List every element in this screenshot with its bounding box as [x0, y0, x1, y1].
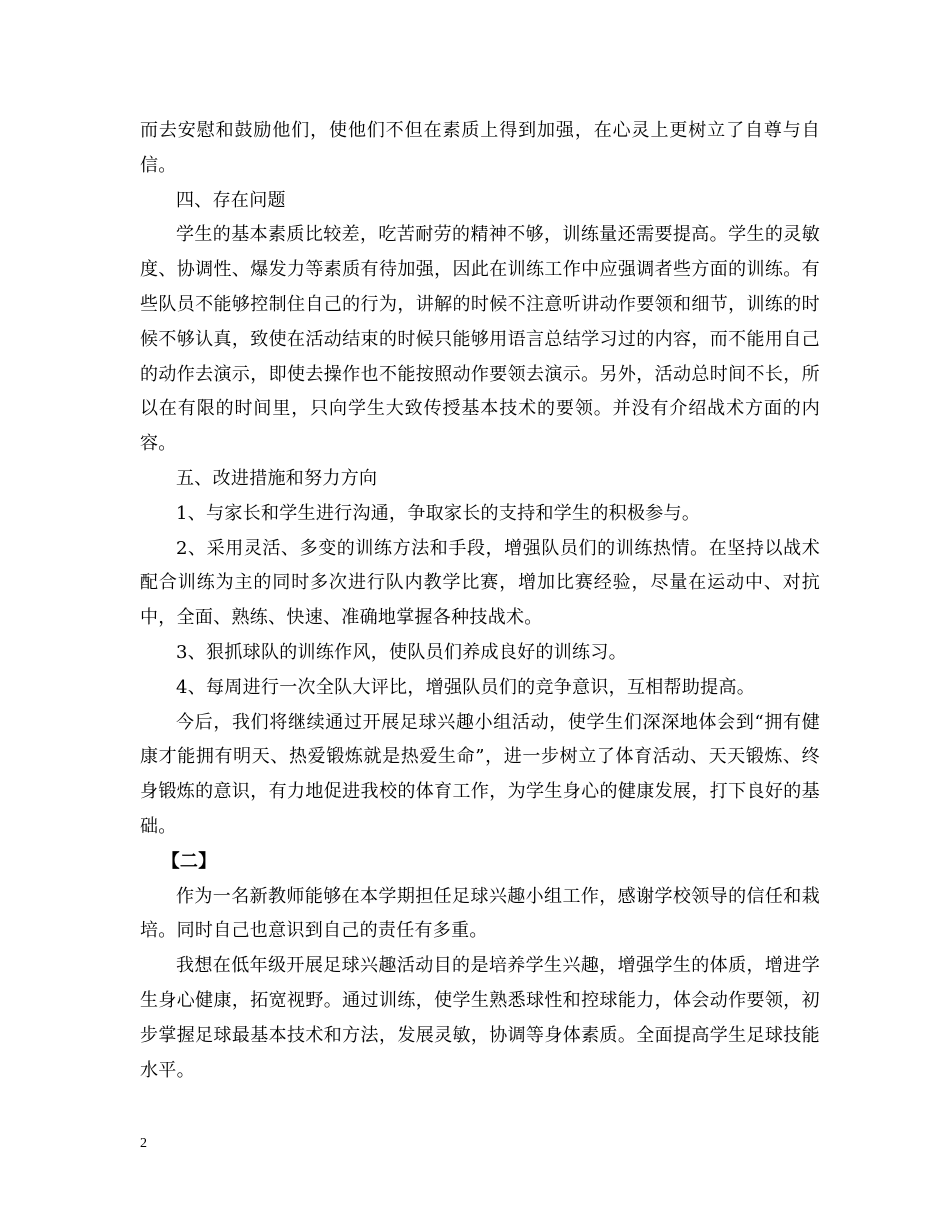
heading-problems: 四、存在问题: [176, 189, 286, 211]
list-item-3: 3、狠抓球队的训练作风，使队员们养成良好的训练习。: [176, 641, 627, 663]
paragraph-goals: 我想在低年级开展足球兴趣活动目的是培养学生兴趣，增强学生的体质，增进学生身心健康，拓宽视野。通过训练，使学生熟悉球性和控球能力，体会动作要领，初步掌握足球最基本技术和方法，发展灵敏，协调等身体素质。全面提高学生足球技能水平。: [140, 955, 820, 1081]
section-marker-two: 【二】: [161, 850, 217, 872]
list-item-2: 2、采用灵活、多变的训练方法和手段，增强队员们的训练热情。在坚持以战术配合训练为主的同时多次进行队内教学比赛，增加比赛经验，尽量在运动中、对抗中，全面、熟练、快速、准确地掌握各种技战术。: [140, 537, 820, 629]
paragraph-problems: 学生的基本素质比较差，吃苦耐劳的精神不够，训练量还需要提高。学生的灵敏度、协调性、爆发力等素质有待加强，因此在训练工作中应强调者些方面的训练。有些队员不能够控制住自己的行为，讲解的时候不注意听讲动作要领和细节，训练的时候不够认真，致使在活动结束的时候只能够用语言总结学习过的内容，而不能用自己的动作去演示，即使去操作也不能按照动作要领去演示。另外，活动总时间不长，所以在有限的时间里，只向学生大致传授基本技术的要领。并没有介绍战术方面的内容。: [140, 224, 820, 455]
list-item-1: 1、与家长和学生进行沟通，争取家长的支持和学生的积极参与。: [176, 502, 701, 524]
paragraph-intro: 作为一名新教师能够在本学期担任足球兴趣小组工作，感谢学校领导的信任和栽培。同时自己也意识到自己的责任有多重。: [140, 885, 820, 942]
paragraph-continuation: 而去安慰和鼓励他们，使他们不但在素质上得到加强，在心灵上更树立了自尊与自信。: [140, 120, 820, 176]
heading-improvements: 五、改进措施和努力方向: [176, 467, 378, 489]
list-item-4: 4、每周进行一次全队大评比，增强队员们的竞争意识，互相帮助提高。: [176, 676, 756, 698]
paragraph-conclusion: 今后，我们将继续通过开展足球兴趣小组活动，使学生们深深地体会到“拥有健康才能拥有明天、热爱锻炼就是热爱生命”，进一步树立了体育活动、天天锻炼、终身锻炼的意识，有力地促进我校的体育工作，为学生身心的健康发展，打下良好的基础。: [140, 711, 820, 837]
page-number: 2: [140, 1136, 147, 1151]
document-body: [140, 114, 820, 1088]
